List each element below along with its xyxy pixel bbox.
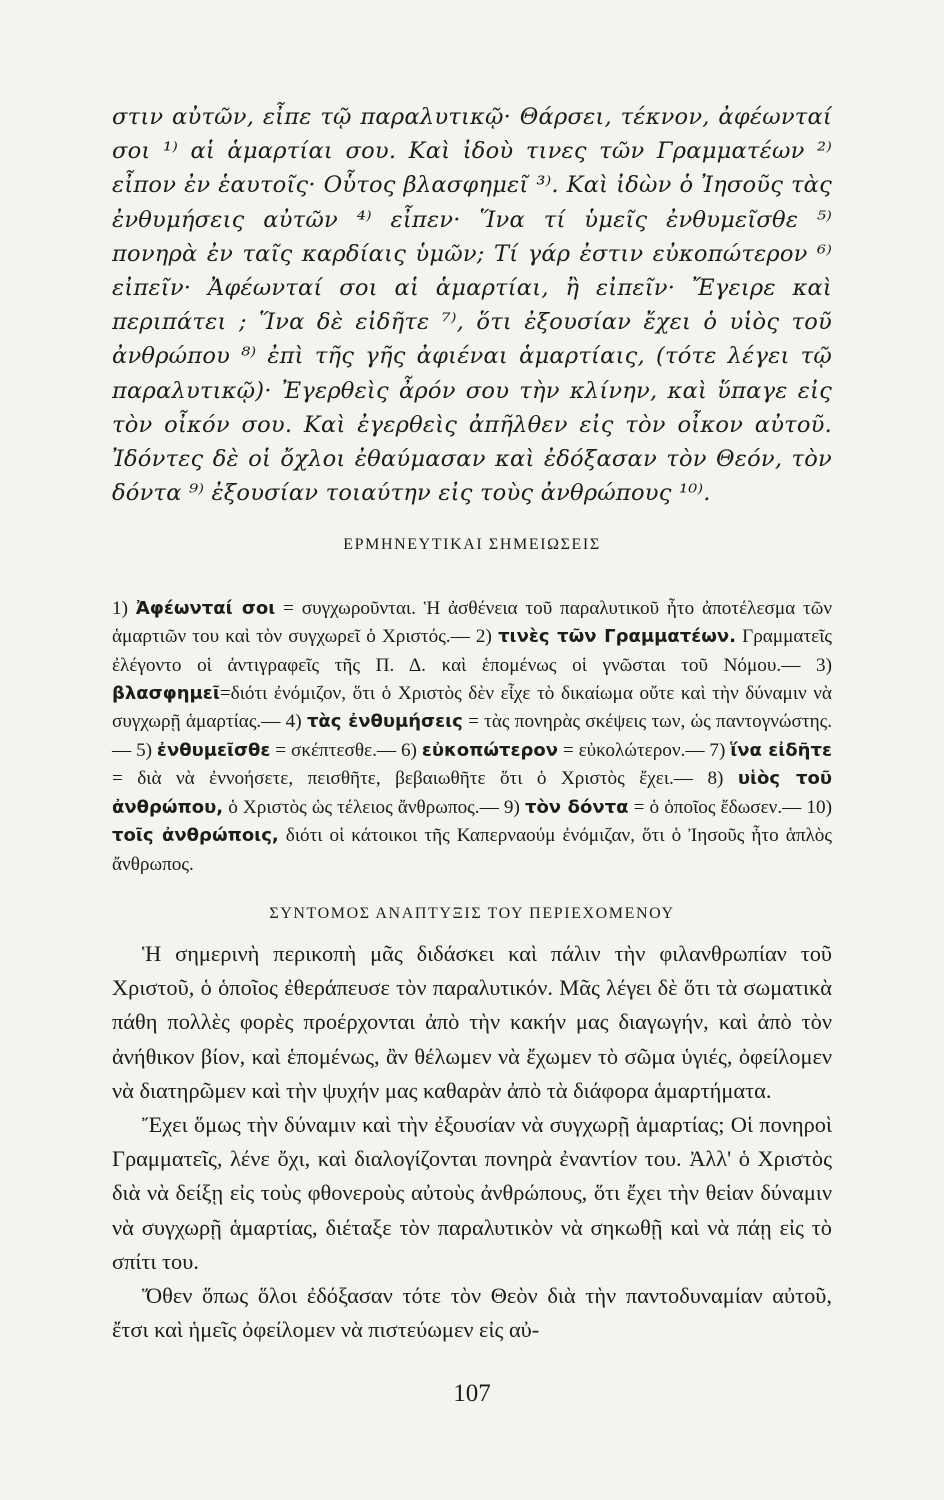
note-10: 10) τοῖς ἀνθρώποις, διότι οἱ κάτοικοι τῆς Καπερναούμ ἐνόμιζαν, ὅτι ὁ Ἰησοῦς ἦτο ἁπλὸς ἄνθρωπος. (112, 796, 833, 875)
note-1: 1) Ἀφέωνταί σοι = συγχωροῦνται. Ἡ ἀσθένεια τοῦ παραλυτικοῦ ἦτο ἀποτέλεσμα τῶν ἁμαρτιῶν του καὶ τὸν συγχωρεῖ ὁ Χριστός.— (112, 597, 833, 648)
summary-section (112, 937, 832, 1347)
summary-heading: ΣΥΝΤΟΜΟΣ ΑΝΑΠΤΥΞΙΣ ΤΟΥ ΠΕΡΙΕΧΟΜΕΝΟΥ (269, 904, 675, 922)
notes-heading: ΕΡΜΗΝΕΥΤΙΚΑΙ ΣΗΜΕΙΩΣΕΙΣ (343, 536, 601, 554)
note-2: 2) τινὲς τῶν Γραμματέων. Γραμματεῖς ἐλέγοντο οἱ ἀντιγραφεῖς τῆς Π. Δ. καὶ ἑπομένως οἱ γνῶσται τοῦ Νόμου.— (112, 626, 832, 676)
page-number: 107 (453, 1380, 491, 1407)
scripture-passage: στιν αὐτῶν, εἶπε τῷ παραλυτικῷ· Θάρσει, τέκνον, ἀφέωνταί σοι ¹⁾ αἱ ἁμαρτίαι σου. Καὶ ἰδοὺ τινες τῶν Γραμματέων ²⁾ εἶπον ἐν ἑαυτοῖς· Οὗτος βλασφημεῖ ³⁾. Καὶ ἰδὼν ὁ Ἰησοῦς τὰς ἐνθυμήσεις αὐτῶν ⁴⁾ εἶπεν· Ἵνα τί ὑμεῖς ἐνθυμεῖσθε ⁵⁾ πονηρὰ ἐν ταῖς καρδίαις ὑμῶν; Τί γάρ ἐστιν εὐκοπώτερον ⁶⁾ εἰπεῖν· Ἀφέωνταί σοι αἱ ἁμαρτίαι, ἢ εἰπεῖν· Ἔγειρε καὶ περιπάτει ; Ἵνα δὲ εἰδῆτε ⁷⁾, ὅτι ἐξουσίαν ἔχει ὁ υἱὸς τοῦ ἀνθρώπου ⁸⁾ ἐπὶ τῆς γῆς ἀφιέναι ἁμαρτίαις, (τότε λέγει τῷ παραλυτικῷ)· Ἐγερθεὶς ἆρόν σου τὴν κλίνην, καὶ ὕπαγε εἰς τὸν οἶκόν σου. Καὶ ἐγερθεὶς ἀπῆλθεν εἰς τὸν οἶκον αὐτοῦ. Ἰδόντες δὲ οἱ ὄχλοι ἐθαύμασαν καὶ ἐδόξασαν τὸν Θεόν, τὸν δόντα ⁹⁾ ἐξουσίαν τοιαύτην εἰς τοὺς ἀνθρώπους ¹⁰⁾. (112, 104, 832, 507)
note-5: 5) ἐνθυμεῖσθε = σκέπτεσθε.— (136, 739, 401, 761)
summary-paragraph-1: Ἡ σημερινὴ περικοπὴ μᾶς διδάσκει καὶ πάλιν τὴν φιλανθρωπίαν τοῦ Χριστοῦ, ὁ ὁποῖος ἐθεράπευσε τὸν παραλυτικόν. Μᾶς λέγει δὲ ὅτι τὰ σωματικὰ πάθη πολλὲς φορὲς προέρχονται ἀπὸ τὴν κακήν μας διαγωγήν, καὶ ἀπὸ τὸν ἀνήθικον βίον, καὶ ἑπομένως, ἂν θέλωμεν νὰ ἔχωμεν τὸ σῶμα ὑγιές, ὀφείλομεν νὰ διατηρῶμεν καὶ τὴν ψυχήν μας καθαρὰν ἀπὸ τὰ διάφορα ἁμαρτήματα. (112, 940, 832, 1103)
note-4: 4) τὰς ἐνθυμήσεις = τὰς πονηρὰς σκέψεις των, ὡς παντογνώστης.— (112, 711, 833, 761)
note-6: 6) εὐκοπώτερον = εὐκολώτερον.— (400, 739, 710, 761)
note-3: 3) βλασφημεῖ=διότι ἐνόμιζον, ὅτι ὁ Χριστὸς δὲν εἶχε τὸ δικαίωμα οὔτε καὶ τὴν δύναμιν νὰ συγχωρῇ ἁμαρτίας.— (112, 654, 832, 733)
summary-paragraph-2: Ἔχει ὅμως τὴν δύναμιν καὶ τὴν ἐξουσίαν νὰ συγχωρῇ ἁμαρτίας; Οἱ πονηροὶ Γραμματεῖς, λένε ὄχι, καὶ διαλογίζονται πονηρὰ ἐναντίον του. Ἀλλ' ὁ Χριστὸς διὰ νὰ δείξῃ εἰς τοὺς φθονεροὺς αὐτοὺς ἀνθρώπους, ὅτι ἔχει τὴν θεἱαν δύναμιν νὰ συγχωρῇ ἁμαρτίας, διέταξε τὸν παραλυτικὸν νὰ σηκωθῇ καὶ νὰ πάῃ εἰς τὸ σπίτι του. (112, 1111, 832, 1274)
note-7: 7) ἵνα εἰδῆτε = διὰ νὰ ἐννοήσετε, πεισθῆτε, βεβαιωθῆτε ὅτι ὁ Χριστὸς ἔχει.— (112, 739, 832, 790)
note-9: 9) τὸν δόντα = ὁ ὁποῖος ἔδωσεν.— (503, 796, 807, 818)
explanatory-notes (112, 566, 832, 878)
summary-paragraph-3: Ὅθεν ὅπως ὅλοι ἐδόξασαν τότε τὸν Θεὸν διὰ τὴν παντοδυναμίαν αὐτοῦ, ἔτσι καὶ ἡμεῖς ὀφείλομεν νὰ πιστεύωμεν εἰς αὐ- (112, 1282, 832, 1343)
note-8: 8) υἱὸς τοῦ ἀνθρώπου, ὁ Χριστὸς ὡς τέλειος ἄνθρωπος.— (112, 768, 833, 818)
